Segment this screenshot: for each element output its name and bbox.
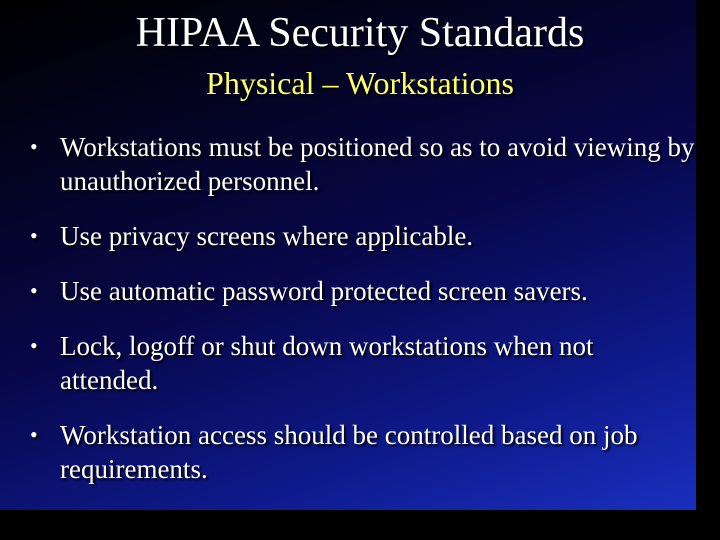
bullet-item [30,329,696,397]
bullet-text: Lock, logoff or shut down workstations when not attended. [60,331,594,395]
bullet-text: Workstation access should be controlled based on job requirements. [60,420,638,484]
bullet-item [30,418,696,486]
bullet-dot-icon: • [30,278,38,303]
bullet-item [30,274,696,308]
bullet-text: Use automatic password protected screen savers. [60,276,588,306]
bullet-item [30,219,696,253]
bullet-dot-icon: • [30,134,38,159]
bullet-list [30,130,696,507]
slide-title: HIPAA Security Standards [135,10,585,56]
bullet-dot-icon: • [30,422,38,447]
slide-subtitle: Physical – Workstations [206,65,514,101]
bullet-text: Workstations must be positioned so as to avoid viewing by unauthorized personnel. [60,132,695,196]
bullet-dot-icon: • [30,223,38,248]
bullet-text: Use privacy screens where applicable. [60,221,474,251]
bullet-dot-icon: • [30,333,38,358]
bullet-item [30,130,696,198]
